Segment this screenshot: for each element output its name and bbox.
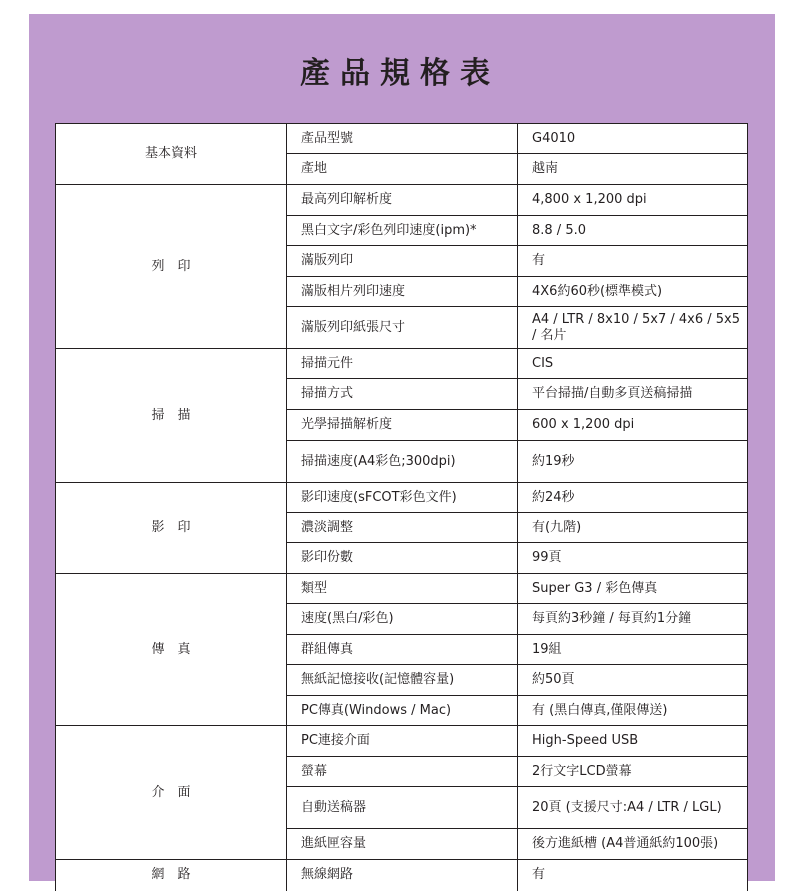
spec-label: 無紙記憶接收(記憶體容量) bbox=[287, 665, 518, 696]
spec-row bbox=[56, 185, 748, 216]
spec-value: 越南 bbox=[518, 154, 748, 185]
spec-row bbox=[56, 860, 748, 891]
section-category: 掃 描 bbox=[56, 349, 287, 483]
spec-value: 99頁 bbox=[518, 543, 748, 574]
spec-table bbox=[55, 123, 748, 891]
spec-row bbox=[56, 574, 748, 604]
section-category: 影 印 bbox=[56, 483, 287, 574]
spec-value: A4 / LTR / 8x10 / 5x7 / 4x6 / 5x5 / 名片 bbox=[518, 307, 748, 349]
section-category: 基本資料 bbox=[56, 124, 287, 185]
spec-row bbox=[56, 483, 748, 513]
spec-value: 後方進紙槽 (A4普通紙約100張) bbox=[518, 829, 748, 860]
spec-value: G4010 bbox=[518, 124, 748, 154]
spec-value: 20頁 (支援尺寸:A4 / LTR / LGL) bbox=[518, 787, 748, 829]
spec-value: 有 bbox=[518, 246, 748, 277]
spec-label: 自動送稿器 bbox=[287, 787, 518, 829]
spec-value: 600 x 1,200 dpi bbox=[518, 410, 748, 441]
spec-label: 光學掃描解析度 bbox=[287, 410, 518, 441]
spec-label: 掃描速度(A4彩色;300dpi) bbox=[287, 441, 518, 483]
spec-label: 產品型號 bbox=[287, 124, 518, 154]
spec-value: 8.8 / 5.0 bbox=[518, 216, 748, 246]
spec-label: 產地 bbox=[287, 154, 518, 185]
spec-label: 群組傳真 bbox=[287, 635, 518, 665]
spec-value: 平台掃描/自動多頁送稿掃描 bbox=[518, 379, 748, 410]
spec-label: 濃淡調整 bbox=[287, 513, 518, 543]
spec-row bbox=[56, 124, 748, 154]
spec-label: 滿版列印紙張尺寸 bbox=[287, 307, 518, 349]
spec-row bbox=[56, 726, 748, 757]
spec-label: PC傳真(Windows / Mac) bbox=[287, 696, 518, 726]
spec-value: 4,800 x 1,200 dpi bbox=[518, 185, 748, 216]
spec-value: High-Speed USB bbox=[518, 726, 748, 757]
spec-value: 有(九階) bbox=[518, 513, 748, 543]
spec-value: 4X6約60秒(標準模式) bbox=[518, 277, 748, 307]
spec-label: 掃描元件 bbox=[287, 349, 518, 379]
spec-value: 有 bbox=[518, 860, 748, 891]
spec-label: 進紙匣容量 bbox=[287, 829, 518, 860]
spec-label: 掃描方式 bbox=[287, 379, 518, 410]
spec-value: Super G3 / 彩色傳真 bbox=[518, 574, 748, 604]
spec-label: 滿版相片列印速度 bbox=[287, 277, 518, 307]
section-category: 列 印 bbox=[56, 185, 287, 349]
spec-value: 約24秒 bbox=[518, 483, 748, 513]
spec-label: PC連接介面 bbox=[287, 726, 518, 757]
spec-value: 約50頁 bbox=[518, 665, 748, 696]
spec-value: 每頁約3秒鐘 / 每頁約1分鐘 bbox=[518, 604, 748, 635]
spec-label: 無線網路 bbox=[287, 860, 518, 891]
spec-value: 約19秒 bbox=[518, 441, 748, 483]
spec-value: 2行文字LCD螢幕 bbox=[518, 757, 748, 787]
spec-label: 速度(黑白/彩色) bbox=[287, 604, 518, 635]
page-title: 產品規格表 bbox=[300, 56, 500, 91]
spec-value: 有 (黑白傳真,僅限傳送) bbox=[518, 696, 748, 726]
spec-label: 影印速度(sFCOT彩色文件) bbox=[287, 483, 518, 513]
spec-label: 最高列印解析度 bbox=[287, 185, 518, 216]
section-category: 介 面 bbox=[56, 726, 287, 860]
spec-value: 19組 bbox=[518, 635, 748, 665]
spec-label: 類型 bbox=[287, 574, 518, 604]
spec-label: 影印份數 bbox=[287, 543, 518, 574]
spec-value: CIS bbox=[518, 349, 748, 379]
spec-label: 黑白文字/彩色列印速度(ipm)* bbox=[287, 216, 518, 246]
spec-label: 滿版列印 bbox=[287, 246, 518, 277]
section-category: 傳 真 bbox=[56, 574, 287, 726]
spec-row bbox=[56, 349, 748, 379]
section-category: 網 路 bbox=[56, 860, 287, 891]
spec-label: 螢幕 bbox=[287, 757, 518, 787]
